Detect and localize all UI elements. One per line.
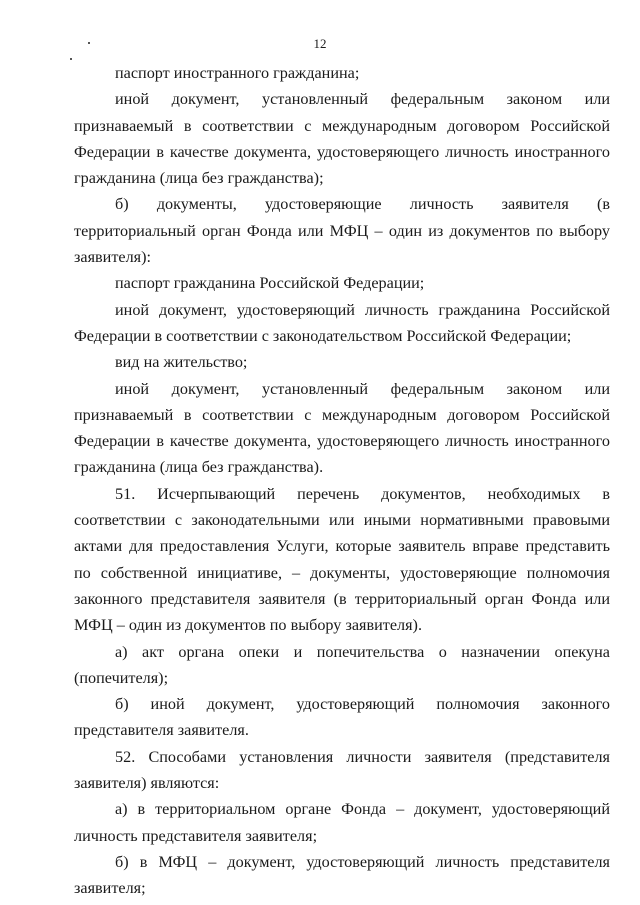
paragraph-other-rf-id: иной документ, удостоверяющий личность гражданина Российской Федерации в соответствии с законодательством Российской Федерации; bbox=[74, 300, 610, 345]
paragraph-b-representative-authority: б) иной документ, удостоверяющий полномочия законного представителя заявителя. bbox=[74, 695, 610, 740]
paragraph-other-foreign-id: иной документ, установленный федеральным законом или признаваемый в соответствии с международным договором Российской Федерации в качестве документа, удостоверяющего личность иностранного гражданина (лица без гражданства); bbox=[74, 90, 610, 188]
scan-speck bbox=[70, 58, 72, 60]
paragraph-a-fund-office: а) в территориальном органе Фонда – документ, удостоверяющий личность представителя заявителя; bbox=[74, 800, 610, 845]
paragraph-residence-permit: вид на жительство; bbox=[115, 353, 248, 372]
paragraph-51-document-list: 51. Исчерпывающий перечень документов, необходимых в соответствии с законодательными или иными нормативными правовыми актами для предоставления Услуги, которые заявитель вправе представить по собственной инициативе, – документы, удостоверяющие полномочия законного представителя заявителя (в территориальный орган Фонда или МФЦ – один из документов по выбору заявителя). bbox=[74, 484, 610, 635]
paragraph-rf-passport: паспорт гражданина Российской Федерации; bbox=[115, 274, 425, 293]
paragraph-52-identity-methods: 52. Способами установления личности заявителя (представителя заявителя) являются: bbox=[74, 747, 610, 793]
page-number: 12 bbox=[313, 36, 327, 51]
paragraph-a-guardianship-act: а) акт органа опеки и попечительства о назначении опекуна (попечителя); bbox=[74, 642, 610, 687]
paragraph-foreign-passport: паспорт иностранного гражданина; bbox=[115, 64, 360, 82]
paragraph-other-foreign-id-2: иной документ, установленный федеральным законом или признаваемый в соответствии с международным договором Российской Федерации в качестве документа, удостоверяющего личность иностранного гражданина (лица без гражданства). bbox=[74, 379, 610, 477]
document-body bbox=[74, 60, 610, 902]
paragraph-b-applicant-identity: б) документы, удостоверяющие личность заявителя (в территориальный орган Фонда или МФЦ – один из документов по выбору заявителя): bbox=[74, 195, 610, 267]
paragraph-b-mfc: б) в МФЦ – документ, удостоверяющий личность представителя заявителя; bbox=[74, 852, 610, 898]
